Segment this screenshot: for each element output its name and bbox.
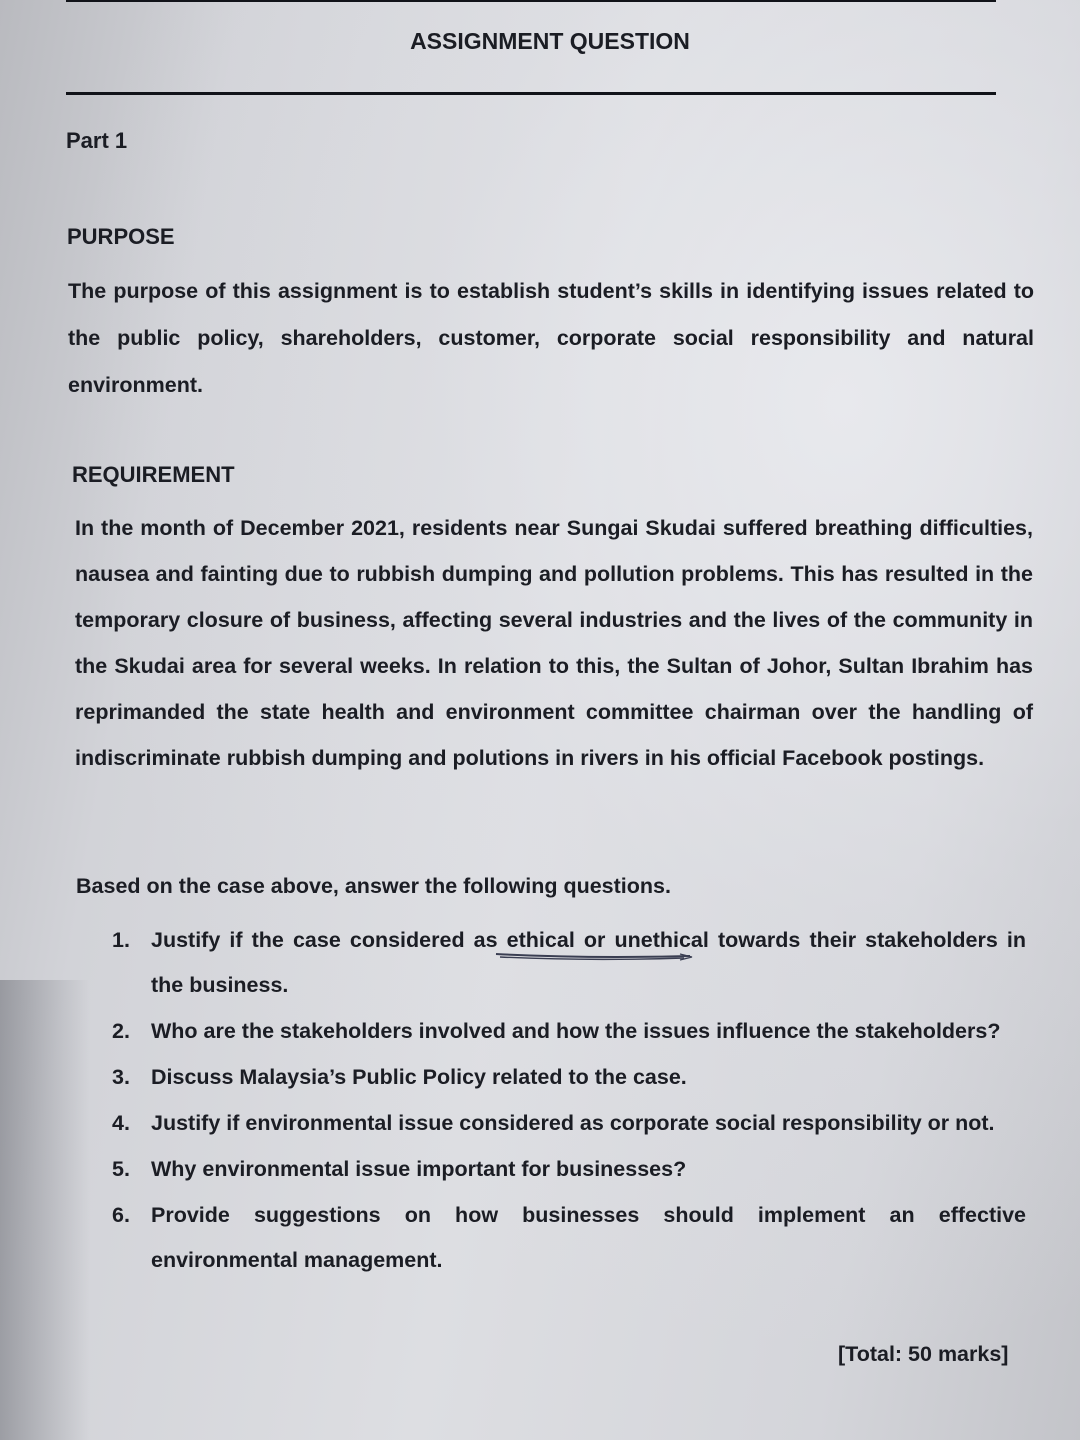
question-text: Provide suggestions on how businesses should implement an effective environmental management. [151,1203,1026,1272]
requirement-heading: REQUIREMENT [72,462,235,487]
document-title: ASSIGNMENT QUESTION [410,28,690,54]
title-rule [66,92,996,95]
total-marks: [Total: 50 marks] [838,1342,1009,1366]
question-list [112,918,1026,1284]
question-text: Justify if environmental issue considered as corporate social responsibility or not. [151,1111,995,1135]
page-shadow [0,980,90,1440]
top-rule [66,0,996,2]
question-item [112,1193,1026,1283]
question-number: 6. [112,1203,130,1227]
question-item [112,1055,1026,1100]
question-text: Justify if the case considered as ethical or unethical towards their stakeholders in the business. [151,928,1026,997]
questions-intro: Based on the case above, answer the following questions. [76,874,671,898]
question-item [112,918,1026,1008]
question-item [112,1101,1026,1146]
question-number: 4. [112,1111,130,1135]
question-text: Why environmental issue important for businesses? [151,1157,687,1181]
requirement-paragraph: In the month of December 2021, residents near Sungai Skudai suffered breathing difficulties, nausea and fainting due to rubbish dumping and pollution problems. This has resulted in the temporary closure of business, affecting several industries and the lives of the community in the Skudai area for several weeks. In relation to this, the Sultan of Johor, Sultan Ibrahim has reprimanded the state health and environment committee chairman over the handling of indiscriminate rubbish dumping and polutions in rivers in his official Facebook postings. [75,516,1033,770]
question-item [112,1009,1026,1054]
question-text: Who are the stakeholders involved and how the issues influence the stakeholders? [151,1019,1001,1043]
question-item [112,1147,1026,1192]
question-text: Discuss Malaysia’s Public Policy related to the case. [151,1065,687,1089]
part-label: Part 1 [66,128,128,153]
question-number: 5. [112,1157,130,1181]
question-number: 2. [112,1019,130,1043]
question-number: 3. [112,1065,130,1089]
purpose-heading: PURPOSE [67,224,175,249]
question-number: 1. [112,928,130,952]
purpose-paragraph: The purpose of this assignment is to establish student’s skills in identifying issues related to the public policy, shareholders, customer, corporate social responsibility and natural environment. [68,279,1034,397]
